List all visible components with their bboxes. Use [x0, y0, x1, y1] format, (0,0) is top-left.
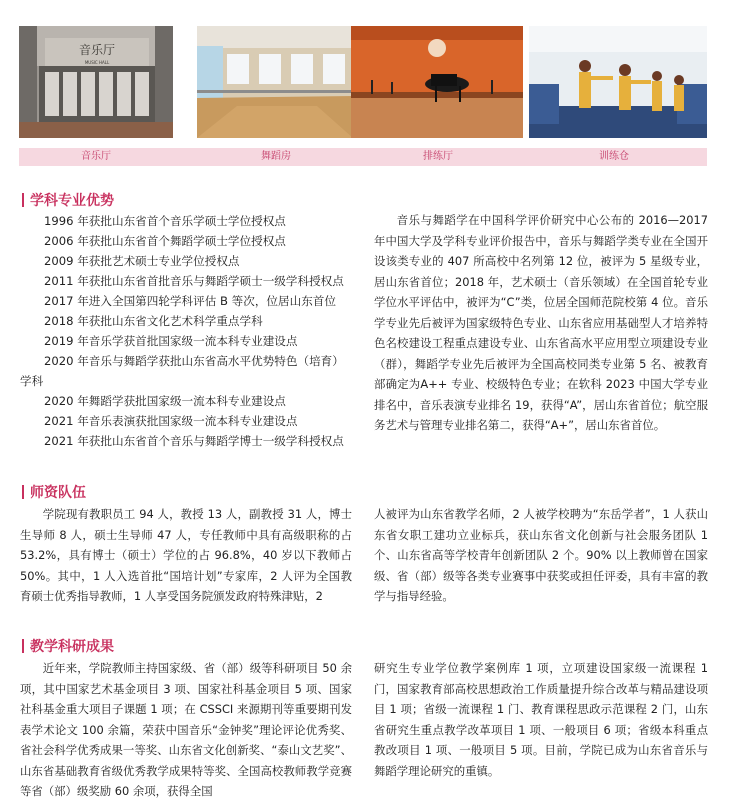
list-item: 2018 年获批山东省文化艺术科学重点学科 [44, 314, 263, 328]
list-item: 1996 年获批山东省首个音乐学硕士学位授权点 [44, 214, 286, 228]
photo-music-hall [19, 26, 173, 138]
list-item: 2020 年舞蹈学获批国家级一流本科专业建设点 [44, 394, 286, 408]
title-bar-icon [22, 639, 24, 653]
photo-caption-bar [19, 148, 707, 166]
list-item: 2020 年音乐与舞蹈学获批山东省高水平优势特色（培育） [44, 354, 344, 368]
faculty-paragraph-right: 人被评为山东省教学名师，2 人被学校聘为“东岳学者”，1 人获山东省女职工建功立业标兵，获山东省文化创新与社会服务团队 1 个、山东省高等学校青年创新团队 2 个。90% 以上教师曾在国家级、省（部）级等各类专业赛事中获奖或担任评委，具有丰富的教学与指导经验。 [374, 507, 708, 603]
hall-sign-en: MUSIC HALL [84, 60, 110, 65]
caption-rehearsal-hall: 排练厅 [423, 151, 453, 162]
research-paragraph-left: 近年来，学院教师主持国家级、省（部）级等科研项目 50 余项，其中国家艺术基金项目 3 项、国家社科基金项目 5 项、国家社科基金重大项目子课题 1 项；在 CSSCI 来源期刊等重要期刊发表学术论文 100 余篇，荣获中国音乐“金钟奖”理论评论优秀奖、省社会科学优秀成果一等奖、山东省文化创新奖、“泰山文艺奖”、山东省基础教育省级优秀教学成果特等奖、全国高校教师教学竞赛等省（部）级奖励 60 余项，获得全国 [20, 661, 352, 798]
training-cabin-image [529, 26, 707, 138]
title-bar-icon [22, 193, 24, 207]
section-title-text: 学科专业优势 [30, 193, 114, 209]
list-item: 2006 年获批山东省首个舞蹈学硕士学位授权点 [44, 234, 286, 248]
list-item: 2017 年进入全国第四轮学科评估 B 等次，位居山东首位 [44, 294, 336, 308]
caption-music-hall: 音乐厅 [81, 151, 111, 162]
photo-rehearsal-hall [351, 26, 523, 138]
section-title-text: 教学科研成果 [30, 639, 114, 655]
caption-dance-room: 舞蹈房 [261, 151, 291, 162]
section-title-text: 师资队伍 [30, 485, 86, 501]
title-bar-icon [22, 485, 24, 499]
list-item: 2011 年获批山东省首批音乐与舞蹈学硕士一级学科授权点 [44, 274, 344, 288]
dance-room-image [197, 26, 353, 138]
discipline-ranking-paragraph: 音乐与舞蹈学在中国科学评价研究中心公布的 2016—2017 年中国大学及学科专业评价报告中，音乐与舞蹈学类专业在全国开设该类专业的 407 所高校中名列第 12 位，被评为 5 星级专业，居山东省首位；2018 年，艺术硕士（音乐领域）在全国首轮专业学位水平评估中，被评为“C”类，位居全国师范院校第 4 位。音乐学专业先后被评为国家级特色专业、山东省应用基础型人才培养特色名校建设工程重点建设专业、山东省高水平应用型立项建设专业（群），舞蹈学专业先后被评为全国高校同类专业第 5 名、被教育部确定为A++ 专业、校级特色专业；在软科 2023 中国大学专业排名中，音乐表演专业排名 19，获得“A”，居山东省首位；航空服务艺术与管理专业排名第二，获得“A+”，居山东省首位。 [374, 213, 708, 432]
list-item: 2019 年音乐学获首批国家级一流本科专业建设点 [44, 334, 298, 348]
section-title-discipline [22, 190, 114, 210]
section-title-research [22, 636, 114, 656]
caption-training-cabin: 训练仓 [599, 151, 629, 162]
hall-sign: 音乐厅 [78, 43, 116, 57]
research-paragraph-right: 研究生专业学位教学案例库 1 项，立项建设国家级一流课程 1 门，国家教育部高校思想政治工作质量提升综合改革与精品建设项目 1 项；省级一流课程 1 门、教育课程思政示范课程 2 门，山东省研究生重点教学改革项目 1 项、一般项目 6 项；省级本科重点教改项目 1 项、一般项目 5 项。目前，学院已成为山东省音乐与舞蹈学理论研究的重镇。 [374, 661, 708, 778]
rehearsal-hall-image [351, 26, 523, 138]
faculty-paragraph-left: 学院现有教职员工 94 人，教授 13 人，副教授 31 人，博士生导师 8 人，硕士生导师 47 人，专任教师中具有高级职称的占 53.2%，具有博士（硕士）学位的占 96.8%，40 岁以下教师占 50%。其中，1 人入选首批“国培计划”专家库，2 人评为全国教育硕士优秀指导教师，1 人享受国务院颁发政府特殊津贴，2 [20, 507, 352, 603]
photo-strip [19, 26, 707, 166]
section-title-faculty [22, 482, 86, 502]
list-item: 2021 年获批山东省首个音乐与舞蹈学博士一级学科授权点 [44, 434, 344, 448]
list-item: 2009 年获批艺术硕士专业学位授权点 [44, 254, 240, 268]
list-item: 学科 [20, 374, 44, 388]
photo-dance-room [197, 26, 353, 138]
photo-training-cabin [529, 26, 707, 138]
music-hall-image [19, 26, 173, 138]
list-item: 2021 年音乐表演获批国家级一流本科专业建设点 [44, 414, 298, 428]
